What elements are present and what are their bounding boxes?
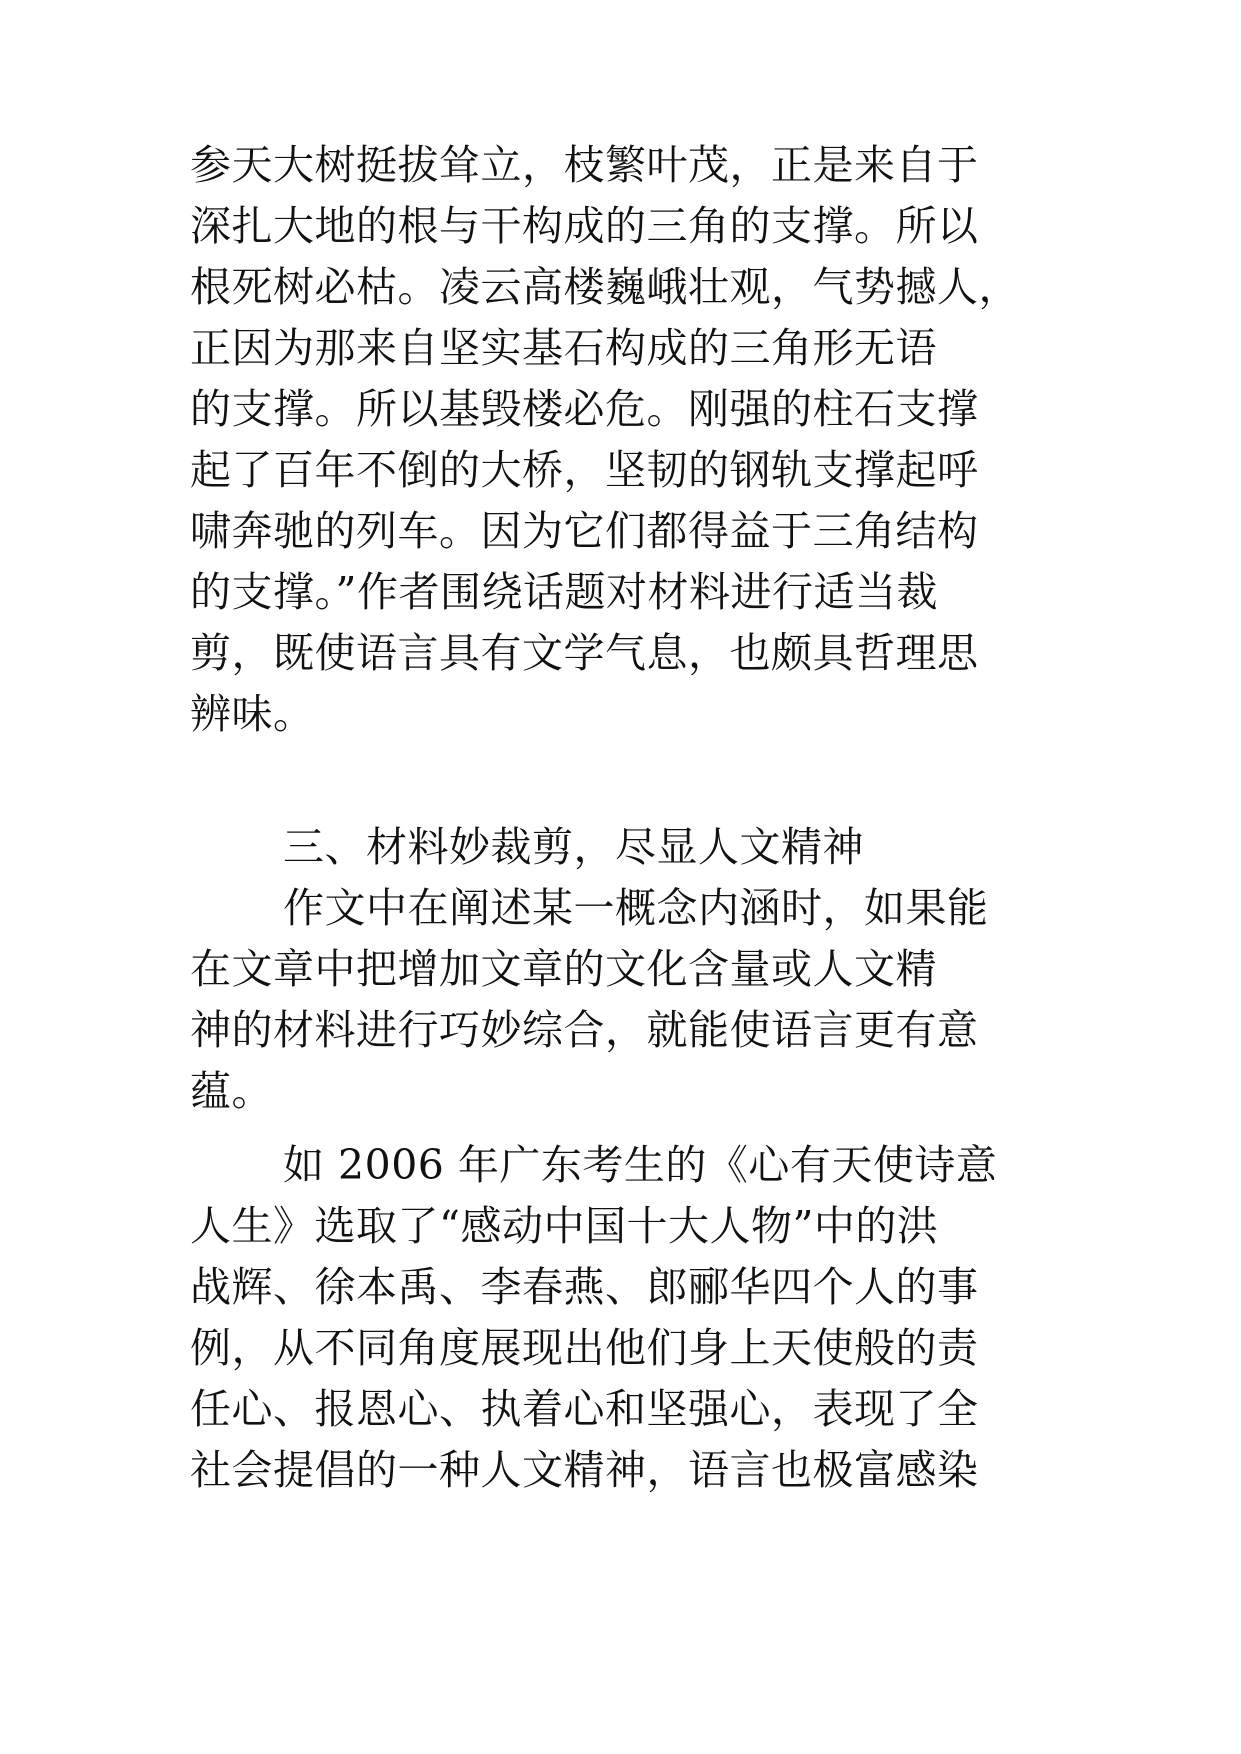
text-line: 深扎大地的根与干构成的三角的支撑。所以 bbox=[190, 202, 979, 250]
text-line: 社会提倡的一种人文精神，语言也极富感染 bbox=[190, 1446, 979, 1494]
text-line: 人生》选取了“感动中国十大人物”中的洪 bbox=[190, 1202, 939, 1250]
text-line: 的支撑。所以基毁楼必危。刚强的柱石支撑 bbox=[190, 385, 979, 433]
text-line: 辨味。 bbox=[190, 690, 315, 738]
text-line: 根死树必枯。凌云高楼巍峨壮观，气势撼人， bbox=[190, 263, 1020, 311]
text-line: 任心、报恩心、执着心和坚强心，表现了全 bbox=[190, 1385, 979, 1433]
text-line: 如 2006 年广东考生的《心有天使诗意 bbox=[283, 1141, 998, 1189]
text-line: 神的材料进行巧妙综合，就能使语言更有意 bbox=[190, 1006, 979, 1054]
text-line: 参天大树挺拔耸立，枝繁叶茂，正是来自于 bbox=[190, 141, 979, 189]
text-line: 啸奔驰的列车。因为它们都得益于三角结构 bbox=[190, 507, 979, 555]
text-line: 剪，既使语言具有文学气息，也颇具哲理思 bbox=[190, 629, 979, 677]
text-line: 蕴。 bbox=[190, 1067, 273, 1115]
section-heading: 三、材料妙裁剪，尽显人文精神 bbox=[283, 823, 864, 871]
text-line: 起了百年不倒的大桥，坚韧的钢轨支撑起呼 bbox=[190, 446, 979, 494]
text-line: 正因为那来自坚实基石构成的三角形无语 bbox=[190, 324, 937, 372]
text-line: 在文章中把增加文章的文化含量或人文精 bbox=[190, 945, 937, 993]
text-line: 的支撑。”作者围绕话题对材料进行适当裁 bbox=[190, 568, 938, 616]
text-line: 作文中在阐述某一概念内涵时，如果能 bbox=[283, 884, 989, 932]
text-line: 例，从不同角度展现出他们身上天使般的责 bbox=[190, 1324, 979, 1372]
text-line: 战辉、徐本禹、李春燕、郎郦华四个人的事 bbox=[190, 1263, 979, 1311]
